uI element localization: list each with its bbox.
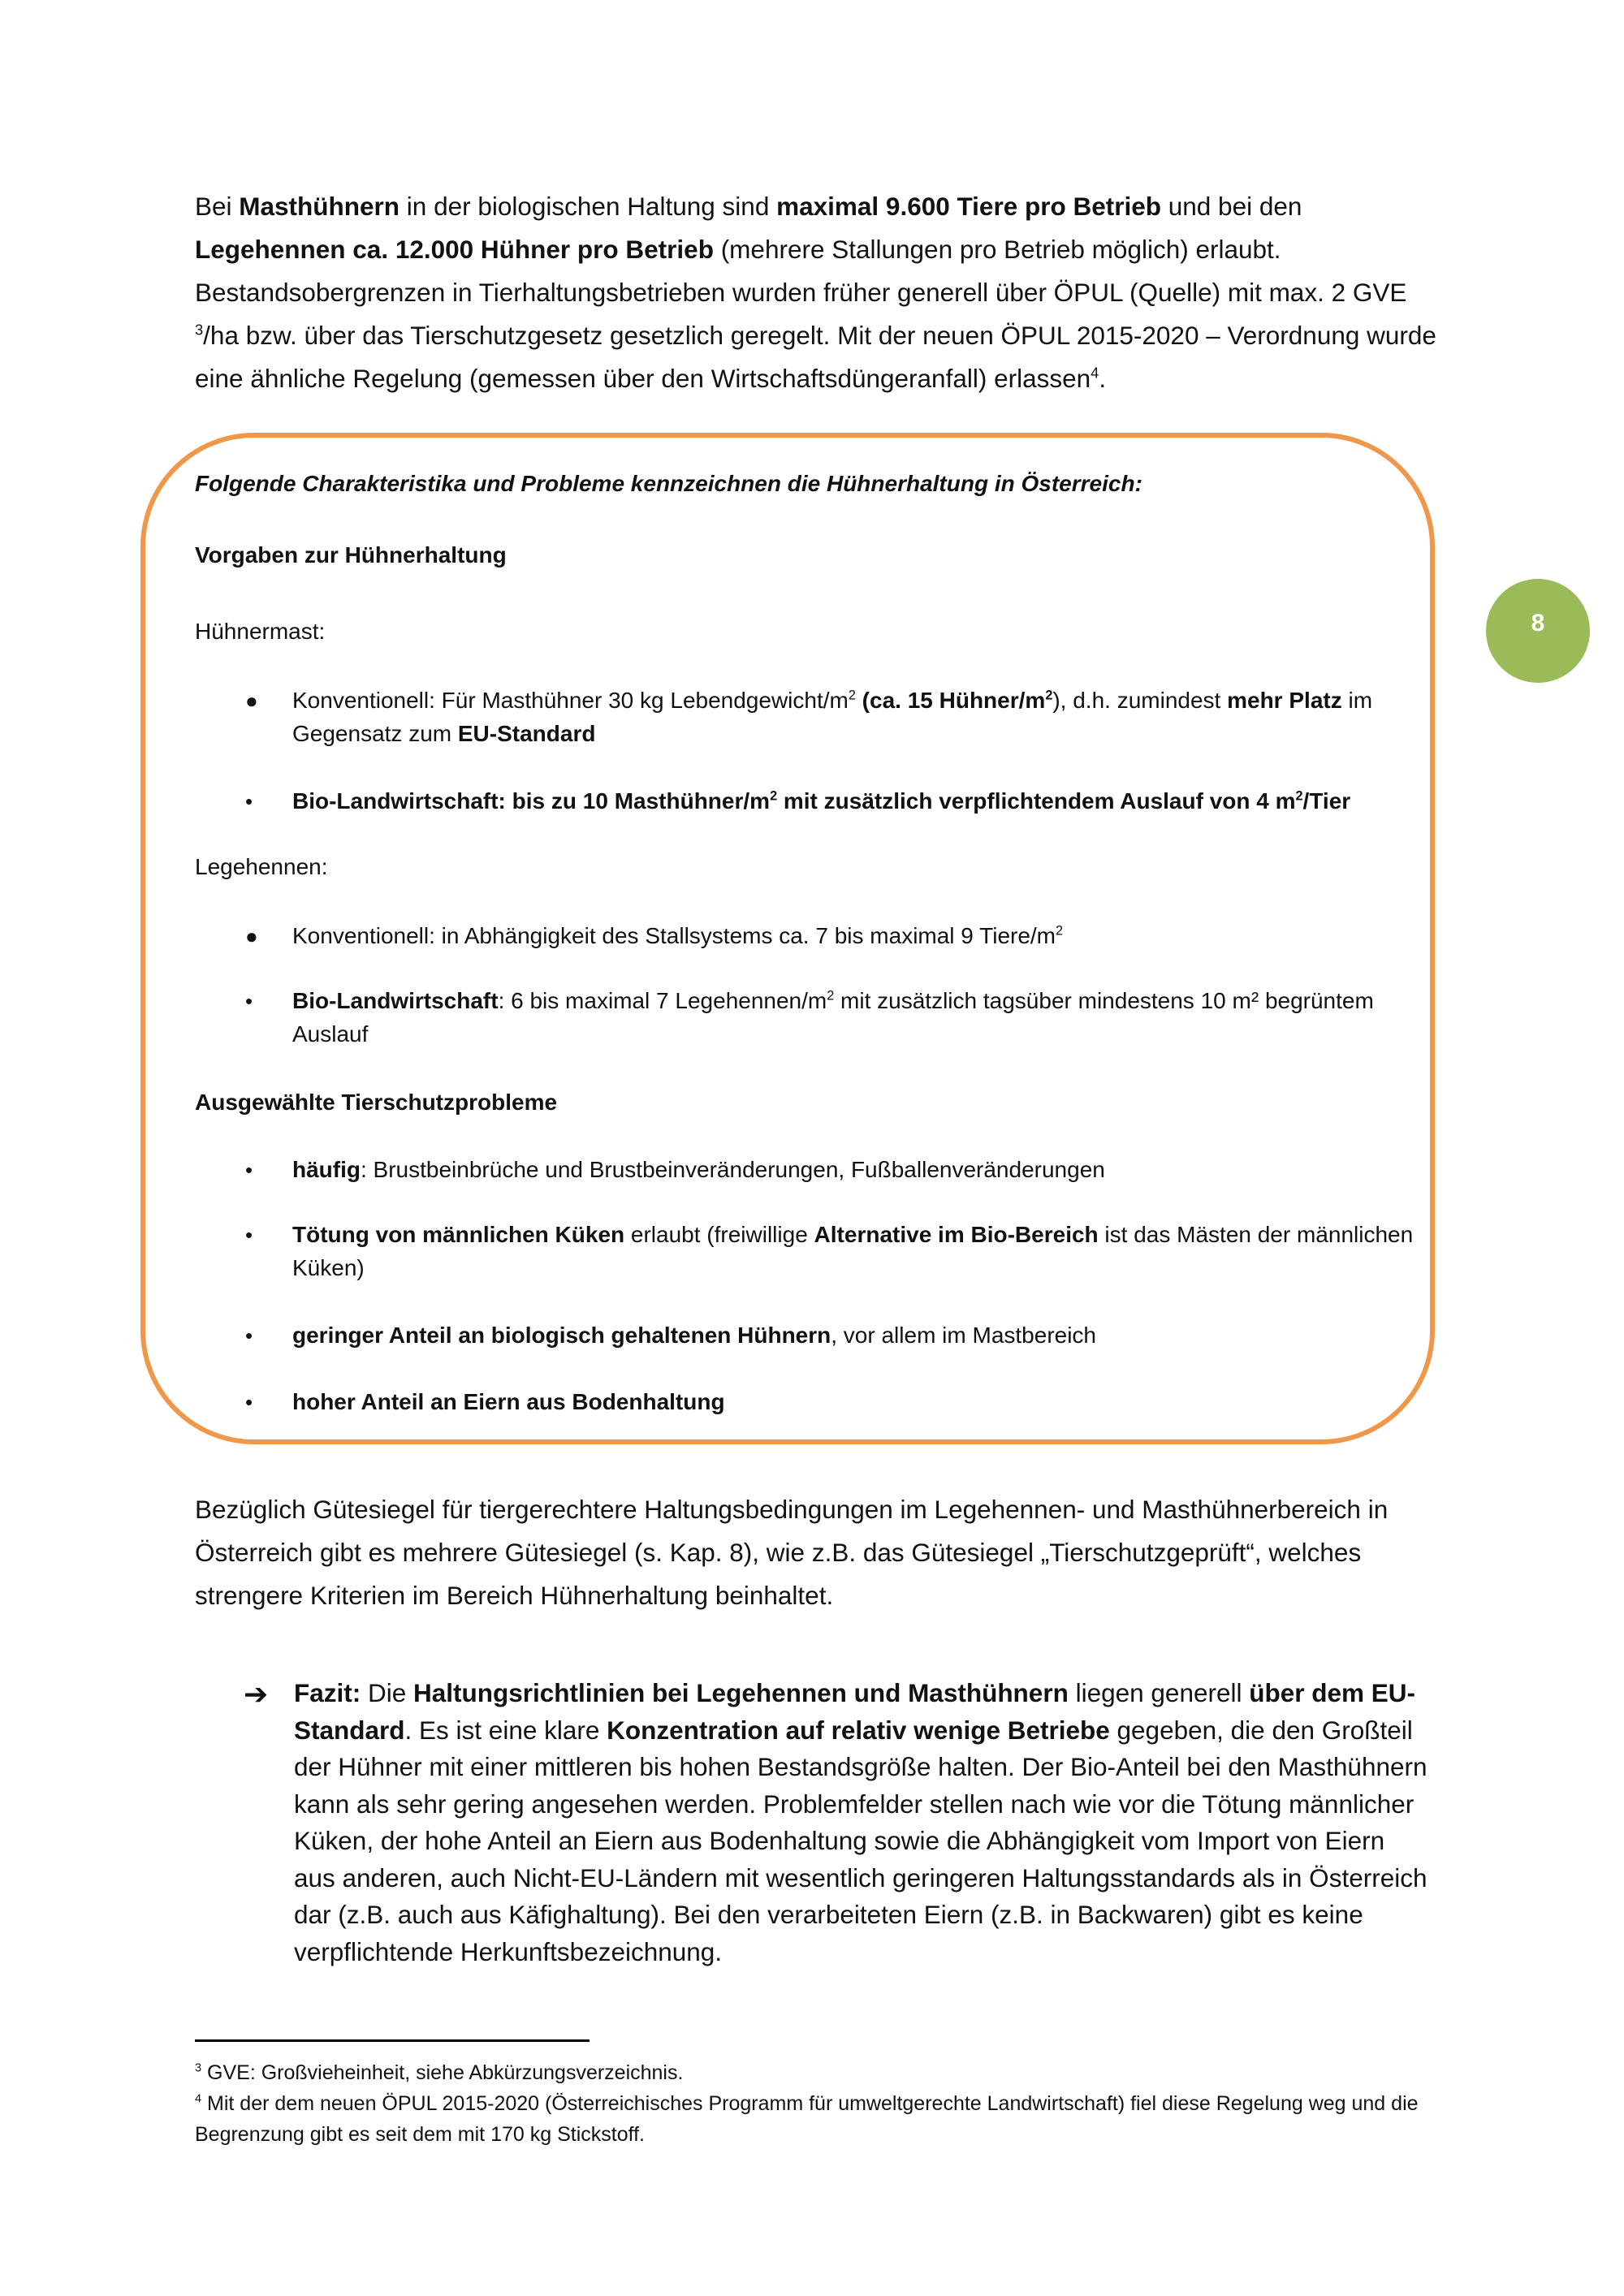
bullet-icon: •: [245, 989, 253, 1013]
heading-vorgaben: Vorgaben zur Hühnerhaltung: [195, 542, 507, 568]
footnote-3: $^3$ GVE: Großvieheinheit, siehe Abkürzungsverzeichnis.: [195, 2061, 684, 2084]
heading-probleme: Ausgewählte Tierschutzprobleme: [195, 1090, 558, 1115]
list-item-haeufig: häufig: Brustbeinbrüche und Brustbeinveränderungen, Fußballenveränderungen: [292, 1157, 1105, 1182]
list-item-bodenhaltung: hoher Anteil an Eiern aus Bodenhaltung: [292, 1389, 725, 1414]
list-item-bio-anteil: geringer Anteil an biologisch gehaltenen Hühnern, vor allem im Mastbereich: [292, 1323, 1097, 1348]
footnote-separator: [195, 2039, 590, 2042]
guetesiegel-paragraph: Bezüglich Gütesiegel für tiergerechtere Haltungsbedingungen im Legehennen- und Masthühnerbereich in Österreich gibt es mehrere Gütesiegel (s. Kap. 8), wie z.B. das Gütesiegel „Tierschutzgeprüft“, welches strengere Kriterien im Bereich Hühnerhaltung beinhaltet.: [195, 1495, 1389, 1610]
bullet-icon: •: [245, 1223, 253, 1247]
list-item-lege-konventionell: Konventionell: in Abhängigkeit des Stallsystems ca. 7 bis maximal 9 Tiere/$m^2$: [292, 923, 1064, 948]
arrow-right-icon: ➔: [244, 1677, 269, 1711]
label-huehnermast: Hühnermast:: [195, 619, 326, 644]
label-legehennen: Legehennen:: [195, 854, 328, 879]
footnote-ref-4: 4: [1091, 364, 1099, 382]
footnote-4: $^4$ Mit der dem neuen ÖPUL 2015-2020 (Österreichisches Programm für umweltgerechte Landwirtschaft) fiel diese Regelung weg und die Begrenzung gibt es seit dem mit 170 kg Stickstoff.: [195, 2092, 1419, 2146]
bullet-icon: •: [245, 1390, 253, 1414]
intro-paragraph: Bei Masthühnern in der biologischen Haltung sind maximal 9.600 Tiere pro Betrieb und bei den Legehennen ca. 12.000 Hühner pro Betrieb (mehrere Stallungen pro Betrieb möglich) erlaubt. Bestandsobergrenzen in Tierhaltungsbetrieben wurden früher generell über ÖPUL (Quelle) mit max. 2 GVE $^3$/ha bzw. über das Tierschutzgesetz gesetzlich geregelt. Mit der neuen ÖPUL 2015-2020 – Verordnung wurde eine ähnliche Regelung (gemessen über den Wirtschaftsdüngeranfall) erlassen$^4$.: [195, 192, 1436, 393]
box-title: Folgende Charakteristika und Probleme kennzeichnen die Hühnerhaltung in Österreich:: [195, 471, 1142, 496]
fazit-paragraph: Fazit: Die Haltungsrichtlinien bei Legehennen und Masthühnern liegen generell über dem EU-Standard. Es ist eine klare Konzentration auf relativ wenige Betriebe gegeben, die den Großteil der Hühner mit einer mittleren bis hohen Bestandsgröße halten. Der Bio-Anteil bei den Masthühnern kann als sehr gering angesehen werden. Problemfelder stellen nach wie vor die Tötung männlicher Küken, der hohe Anteil an Eiern aus Bodenhaltung sowie die Abhängigkeit vom Import von Eiern aus anderen, auch Nicht-EU-Ländern mit wesentlich geringeren Haltungsstandards als in Österreich dar (z.B. auch aus Käfighaltung). Bei den verarbeiteten Eiern (z.B. in Backwaren) gibt es keine verpflichtende Herkunftsbezeichnung.: [294, 1678, 1427, 1966]
page-number-badge: 8: [1486, 579, 1590, 683]
list-item-mast-konventionell: Konventionell: Für Masthühner 30 kg Lebendgewicht/$m^2$ (ca. 15 Hühner/$m^2$), d.h. zumindest mehr Platz im Gegensatz zum EU-Standard: [292, 688, 1373, 746]
list-item-mast-bio: Bio-Landwirtschaft: bis zu 10 Masthühner/$m^2$ mit zusätzlich verpflichtendem Auslauf von 4 $m^2$/Tier: [292, 788, 1351, 814]
bullet-icon: •: [245, 1158, 253, 1182]
footnote-ref-3: 3: [195, 321, 204, 339]
list-item-kueken: Tötung von männlichen Küken erlaubt (freiwillige Alternative im Bio-Bereich ist das Mästen der männlichen Küken): [292, 1222, 1414, 1280]
bullet-icon: •: [245, 1323, 253, 1348]
bullet-icon: •: [245, 789, 253, 814]
list-item-lege-bio: Bio-Landwirtschaft: 6 bis maximal 7 Legehennen/$m^2$ mit zusätzlich tagsüber mindestens 10 m² begrüntem Auslauf: [292, 988, 1374, 1047]
bullet-icon: ●: [245, 924, 258, 948]
bullet-icon: ●: [245, 688, 258, 713]
